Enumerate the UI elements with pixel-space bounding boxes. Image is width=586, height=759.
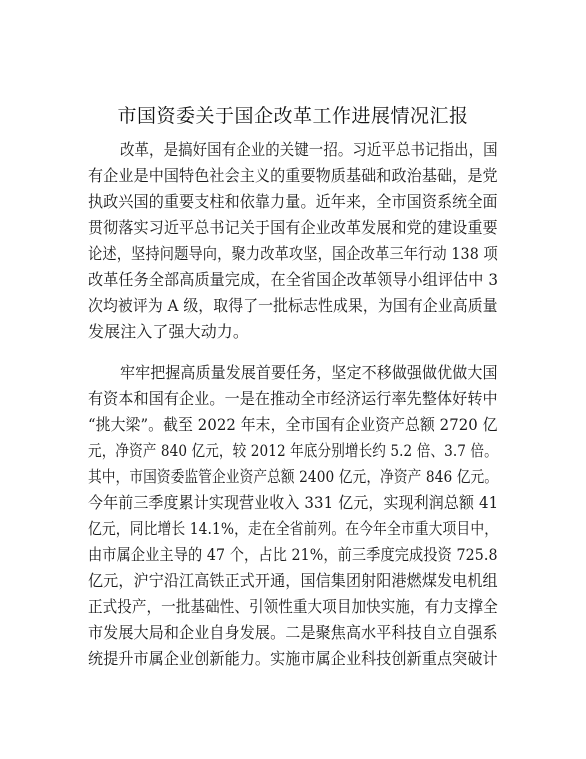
paragraph-2-line-5: 其中，市国资委监管企业资产总额 2400 亿元，净资产 846 亿元。 bbox=[88, 467, 499, 486]
paragraph-1-line-8: 发展注入了强大动力。 bbox=[88, 322, 250, 341]
paragraph-2-line-6: 今年前三季度累计实现营业收入 331 亿元，实现利润总额 41 bbox=[88, 493, 499, 512]
paragraph-2-line-9: 亿元，沪宁沿江高铁正式开通，国信集团射阳港燃煤发电机组 bbox=[88, 571, 498, 590]
paragraph-2-line-4: 元，净资产 840 亿元，较 2012 年底分别增长约 5.2 倍、3.7 倍。 bbox=[88, 441, 498, 460]
paragraph-1-line-2: 有企业是中国特色社会主义的重要物质基础和政治基础，是党 bbox=[88, 166, 498, 185]
paragraph-2-line-7: 亿元，同比增长 14.1%，走在全省前列。在今年全市重大项目中， bbox=[88, 519, 499, 538]
paragraph-2-line-11: 市发展大局和企业自身发展。二是聚焦高水平科技自立自强系 bbox=[88, 623, 498, 642]
paragraph-2-line-1: 牢牢把握高质量发展首要任务，坚定不移做强做优做大国 bbox=[120, 363, 498, 382]
paragraph-2-line-12: 统提升市属企业创新能力。实施市属企业科技创新重点突破计 bbox=[88, 649, 498, 668]
paragraph-2-line-8: 由市属企业主导的 47 个，占比 21%，前三季度完成投资 725.8 bbox=[88, 545, 498, 564]
paragraph-1-line-3: 执政兴国的重要支柱和依靠力量。近年来，全市国资系统全面 bbox=[88, 192, 498, 211]
paragraph-1-line-5: 论述，坚持问题导向，聚力改革攻坚，国企改革三年行动 138 项 bbox=[88, 244, 498, 263]
paragraph-2-line-10: 正式投产，一批基础性、引领性重大项目加快实施，有力支撑全 bbox=[88, 597, 498, 616]
paragraph-1-line-7: 次均被评为 A 级，取得了一批标志性成果，为国有企业高质量 bbox=[88, 296, 498, 315]
paragraph-1-line-1: 改革，是搞好国有企业的关键一招。习近平总书记指出，国 bbox=[120, 140, 498, 159]
paragraph-2-line-3: “挑大梁”。截至 2022 年末，全市国有企业资产总额 2720 亿 bbox=[88, 415, 498, 434]
paragraph-1-line-6: 改革任务全部高质量完成，在全省国企改革领导小组评估中 3 bbox=[88, 270, 499, 289]
paragraph-1-line-4: 贯彻落实习近平总书记关于国有企业改革发展和党的建设重要 bbox=[88, 218, 498, 237]
paragraph-2-line-2: 有资本和国有企业。一是在推动全市经济运行率先整体好转中 bbox=[88, 389, 498, 408]
document-title: 市国资委关于国企改革工作进展情况汇报 bbox=[117, 105, 469, 127]
